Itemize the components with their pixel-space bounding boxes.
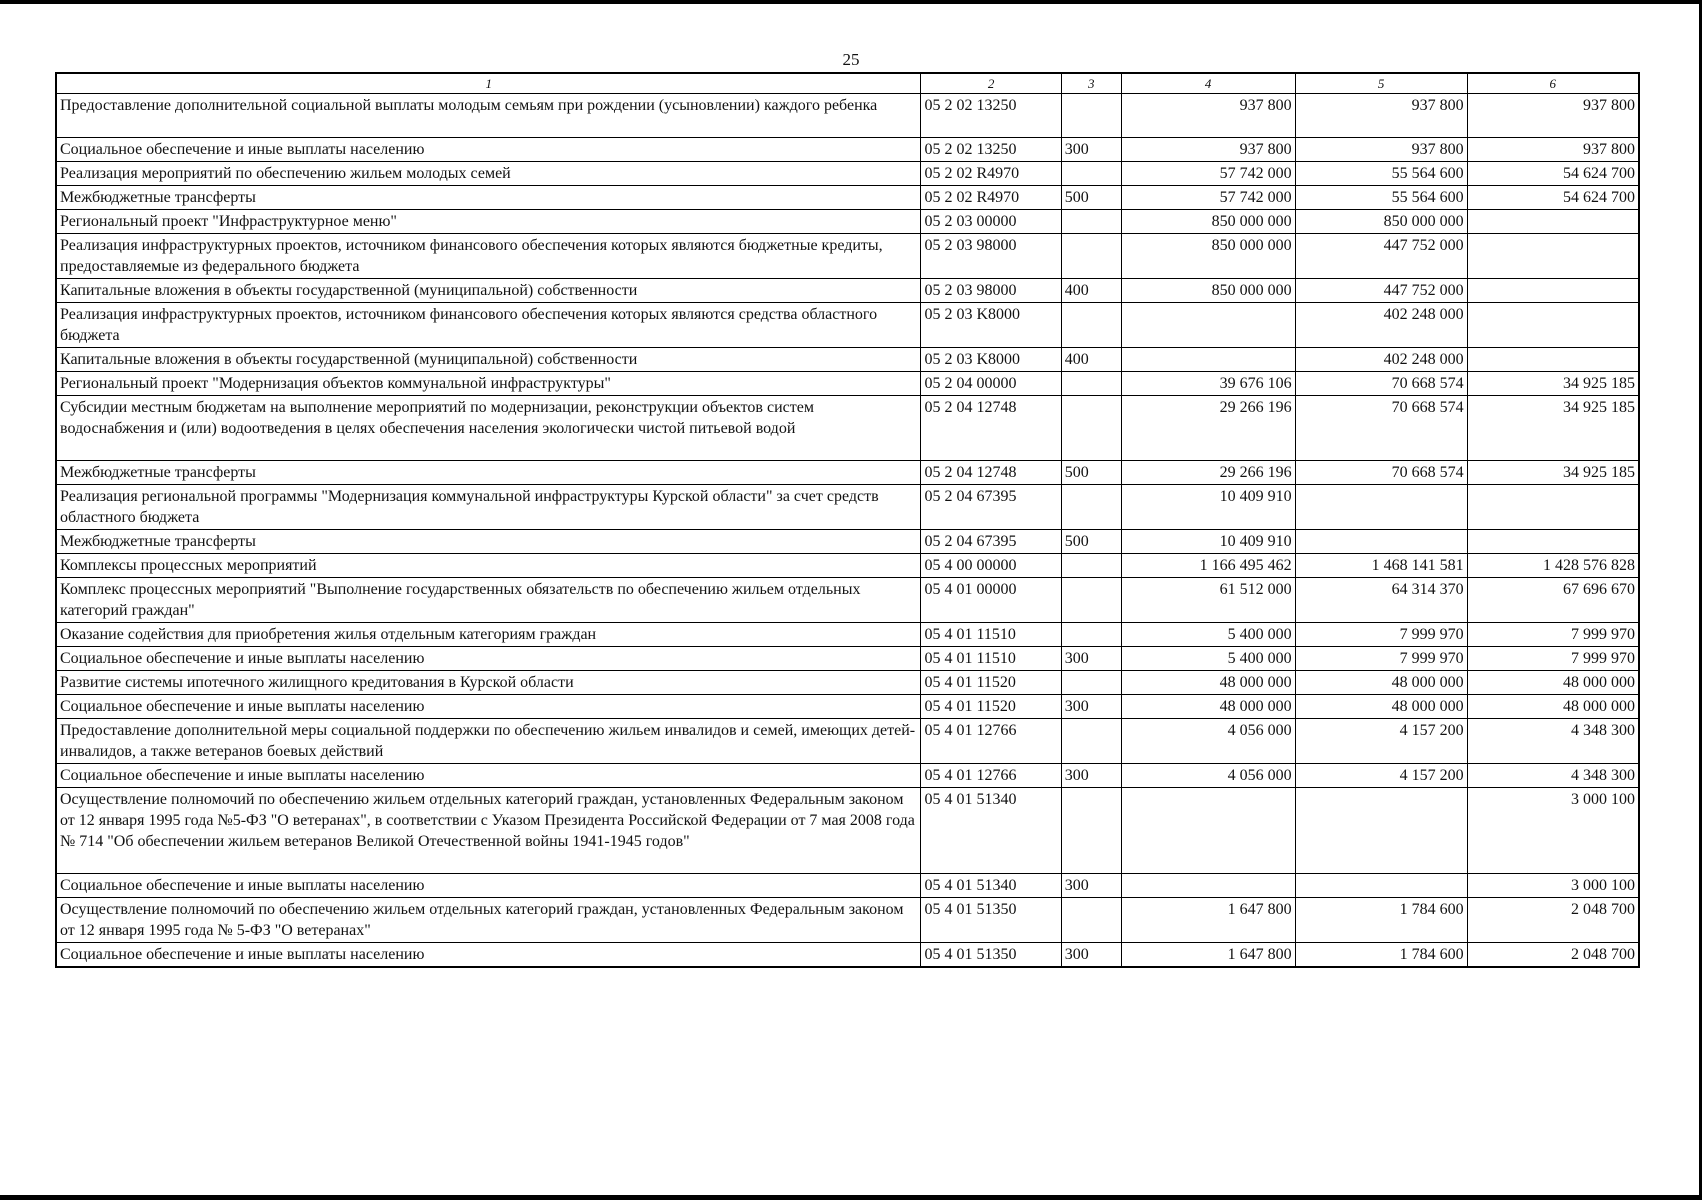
- row-expense-type: 300: [1061, 874, 1121, 898]
- row-expense-type: 500: [1061, 461, 1121, 485]
- row-value-col4: 937 800: [1121, 138, 1295, 162]
- row-expense-type: [1061, 210, 1121, 234]
- row-code: 05 2 02 R4970: [921, 162, 1061, 186]
- row-value-col5: 937 800: [1295, 138, 1467, 162]
- row-name: Реализация инфраструктурных проектов, источником финансового обеспечения которых являются бюджетные кредиты, предоставляемые из федерального бюджета: [56, 234, 921, 279]
- column-header-4: 4: [1121, 73, 1295, 94]
- row-value-col6: 2 048 700: [1467, 898, 1639, 943]
- row-value-col5: 55 564 600: [1295, 186, 1467, 210]
- row-value-col6: 3 000 100: [1467, 788, 1639, 874]
- column-header-1: 1: [56, 73, 921, 94]
- row-name: Реализация инфраструктурных проектов, источником финансового обеспечения которых являются средства областного бюджета: [56, 303, 921, 348]
- row-expense-type: 400: [1061, 348, 1121, 372]
- row-value-col6: 7 999 970: [1467, 623, 1639, 647]
- row-value-col4: 10 409 910: [1121, 530, 1295, 554]
- row-expense-type: 300: [1061, 943, 1121, 968]
- row-value-col4: 850 000 000: [1121, 210, 1295, 234]
- row-value-col5: 70 668 574: [1295, 372, 1467, 396]
- row-code: 05 4 01 12766: [921, 719, 1061, 764]
- row-value-col5: 55 564 600: [1295, 162, 1467, 186]
- row-value-col4: 48 000 000: [1121, 671, 1295, 695]
- row-name: Межбюджетные трансферты: [56, 186, 921, 210]
- table-row: [56, 764, 1639, 788]
- row-name: Оказание содействия для приобретения жилья отдельным категориям граждан: [56, 623, 921, 647]
- table-row: [56, 943, 1639, 968]
- row-value-col6: [1467, 279, 1639, 303]
- row-value-col5: 7 999 970: [1295, 647, 1467, 671]
- row-value-col5: 402 248 000: [1295, 303, 1467, 348]
- row-value-col5: 4 157 200: [1295, 764, 1467, 788]
- row-expense-type: [1061, 623, 1121, 647]
- row-name: Социальное обеспечение и иные выплаты населению: [56, 764, 921, 788]
- row-value-col5: 4 157 200: [1295, 719, 1467, 764]
- row-name: Реализация региональной программы "Модернизация коммунальной инфраструктуры Курской области" за счет средств областного бюджета: [56, 485, 921, 530]
- row-expense-type: [1061, 671, 1121, 695]
- row-expense-type: 500: [1061, 186, 1121, 210]
- row-name: Субсидии местным бюджетам на выполнение мероприятий по модернизации, реконструкции объектов систем водоснабжения и (или) водоотведения в целях обеспечения населения экологически чистой питьевой водой: [56, 396, 921, 461]
- row-code: 05 2 03 98000: [921, 234, 1061, 279]
- header-row: [56, 73, 1639, 94]
- row-value-col5: 64 314 370: [1295, 578, 1467, 623]
- row-expense-type: [1061, 303, 1121, 348]
- row-code: 05 2 03 K8000: [921, 348, 1061, 372]
- table-row: [56, 898, 1639, 943]
- row-code: 05 2 04 12748: [921, 461, 1061, 485]
- row-value-col4: 61 512 000: [1121, 578, 1295, 623]
- row-value-col5: 447 752 000: [1295, 279, 1467, 303]
- row-value-col4: 29 266 196: [1121, 396, 1295, 461]
- row-value-col4: 4 056 000: [1121, 764, 1295, 788]
- row-value-col5: 7 999 970: [1295, 623, 1467, 647]
- row-value-col6: 34 925 185: [1467, 396, 1639, 461]
- row-code: 05 4 01 11510: [921, 647, 1061, 671]
- row-expense-type: [1061, 578, 1121, 623]
- table-row: [56, 623, 1639, 647]
- table-body: [56, 94, 1639, 968]
- row-value-col4: 937 800: [1121, 94, 1295, 138]
- row-value-col6: 54 624 700: [1467, 186, 1639, 210]
- row-code: 05 2 03 98000: [921, 279, 1061, 303]
- column-header-6: 6: [1467, 73, 1639, 94]
- row-value-col5: 70 668 574: [1295, 461, 1467, 485]
- row-expense-type: 300: [1061, 764, 1121, 788]
- row-name: Капитальные вложения в объекты государственной (муниципальной) собственности: [56, 279, 921, 303]
- row-value-col6: 34 925 185: [1467, 461, 1639, 485]
- row-name: Межбюджетные трансферты: [56, 461, 921, 485]
- page-number: 25: [842, 50, 860, 69]
- scan-edge-top: [0, 0, 1702, 4]
- row-value-col6: 2 048 700: [1467, 943, 1639, 968]
- row-value-col6: 3 000 100: [1467, 874, 1639, 898]
- row-value-col6: [1467, 234, 1639, 279]
- row-expense-type: [1061, 234, 1121, 279]
- row-value-col5: 48 000 000: [1295, 695, 1467, 719]
- row-name: Межбюджетные трансферты: [56, 530, 921, 554]
- row-name: Осуществление полномочий по обеспечению жильем отдельных категорий граждан, установленных Федеральным законом от 12 января 1995 года №5-ФЗ "О ветеранах", в соответствии с Указом Президента Российской Федерации от 7 мая 2008 года № 714 "Об обеспечении жильем ветеранов Великой Отечественной войны 1941-1945 годов": [56, 788, 921, 874]
- row-value-col4: [1121, 874, 1295, 898]
- row-expense-type: [1061, 554, 1121, 578]
- row-code: 05 2 03 00000: [921, 210, 1061, 234]
- row-name: Региональный проект "Модернизация объектов коммунальной инфраструктуры": [56, 372, 921, 396]
- row-name: Капитальные вложения в объекты государственной (муниципальной) собственности: [56, 348, 921, 372]
- row-name: Региональный проект "Инфраструктурное меню": [56, 210, 921, 234]
- table-row: [56, 554, 1639, 578]
- row-value-col5: 48 000 000: [1295, 671, 1467, 695]
- row-name: Развитие системы ипотечного жилищного кредитования в Курской области: [56, 671, 921, 695]
- row-expense-type: 300: [1061, 647, 1121, 671]
- row-code: 05 2 04 00000: [921, 372, 1061, 396]
- table-row: [56, 874, 1639, 898]
- row-expense-type: [1061, 898, 1121, 943]
- table-row: [56, 671, 1639, 695]
- row-name: Социальное обеспечение и иные выплаты населению: [56, 874, 921, 898]
- row-value-col5: 70 668 574: [1295, 396, 1467, 461]
- row-expense-type: [1061, 94, 1121, 138]
- budget-table: [55, 72, 1640, 968]
- row-expense-type: [1061, 162, 1121, 186]
- table-row: [56, 210, 1639, 234]
- row-value-col4: 39 676 106: [1121, 372, 1295, 396]
- row-code: 05 2 03 K8000: [921, 303, 1061, 348]
- row-value-col5: 850 000 000: [1295, 210, 1467, 234]
- row-value-col5: 402 248 000: [1295, 348, 1467, 372]
- row-code: 05 2 04 67395: [921, 530, 1061, 554]
- row-value-col6: [1467, 485, 1639, 530]
- row-expense-type: [1061, 788, 1121, 874]
- row-value-col6: 4 348 300: [1467, 764, 1639, 788]
- table-row: [56, 348, 1639, 372]
- row-name: Предоставление дополнительной меры социальной поддержки по обеспечению жильем инвалидов и семей, имеющих детей-инвалидов, а также ветеранов боевых действий: [56, 719, 921, 764]
- row-value-col5: [1295, 530, 1467, 554]
- row-value-col6: 48 000 000: [1467, 671, 1639, 695]
- row-expense-type: 400: [1061, 279, 1121, 303]
- row-value-col5: 937 800: [1295, 94, 1467, 138]
- row-name: Комплексы процессных мероприятий: [56, 554, 921, 578]
- row-value-col4: 4 056 000: [1121, 719, 1295, 764]
- row-value-col5: 1 784 600: [1295, 943, 1467, 968]
- row-expense-type: [1061, 396, 1121, 461]
- table-row: [56, 234, 1639, 279]
- row-name: Социальное обеспечение и иные выплаты населению: [56, 943, 921, 968]
- row-code: 05 4 00 00000: [921, 554, 1061, 578]
- row-value-col4: [1121, 788, 1295, 874]
- table-row: [56, 578, 1639, 623]
- row-expense-type: [1061, 485, 1121, 530]
- table-row: [56, 372, 1639, 396]
- row-value-col6: 1 428 576 828: [1467, 554, 1639, 578]
- column-header-3: 3: [1061, 73, 1121, 94]
- row-name: Комплекс процессных мероприятий "Выполнение государственных обязательств по обеспечению жильем отдельных категорий граждан": [56, 578, 921, 623]
- row-value-col4: 1 647 800: [1121, 943, 1295, 968]
- row-expense-type: [1061, 372, 1121, 396]
- scan-edge-bottom: [0, 1195, 1702, 1200]
- row-code: 05 2 04 67395: [921, 485, 1061, 530]
- table-row: [56, 461, 1639, 485]
- table-row: [56, 162, 1639, 186]
- row-code: 05 4 01 11510: [921, 623, 1061, 647]
- row-expense-type: 300: [1061, 695, 1121, 719]
- row-code: 05 4 01 51340: [921, 874, 1061, 898]
- row-code: 05 2 02 13250: [921, 94, 1061, 138]
- row-value-col4: [1121, 303, 1295, 348]
- row-name: Социальное обеспечение и иные выплаты населению: [56, 138, 921, 162]
- table-row: [56, 279, 1639, 303]
- row-code: 05 4 01 11520: [921, 671, 1061, 695]
- row-name: Реализация мероприятий по обеспечению жильем молодых семей: [56, 162, 921, 186]
- row-value-col6: 937 800: [1467, 94, 1639, 138]
- row-value-col5: [1295, 788, 1467, 874]
- column-header-2: 2: [921, 73, 1061, 94]
- row-value-col6: 67 696 670: [1467, 578, 1639, 623]
- row-value-col6: 937 800: [1467, 138, 1639, 162]
- table-row: [56, 485, 1639, 530]
- row-value-col4: 850 000 000: [1121, 234, 1295, 279]
- row-code: 05 4 01 51340: [921, 788, 1061, 874]
- row-value-col6: 54 624 700: [1467, 162, 1639, 186]
- row-code: 05 4 01 00000: [921, 578, 1061, 623]
- row-value-col4: 5 400 000: [1121, 623, 1295, 647]
- row-value-col6: [1467, 348, 1639, 372]
- table-row: [56, 530, 1639, 554]
- row-name: Предоставление дополнительной социальной выплаты молодым семьям при рождении (усыновлении) каждого ребенка: [56, 94, 921, 138]
- table-row: [56, 647, 1639, 671]
- row-code: 05 4 01 12766: [921, 764, 1061, 788]
- row-code: 05 2 04 12748: [921, 396, 1061, 461]
- table-row: [56, 94, 1639, 138]
- table-row: [56, 788, 1639, 874]
- row-value-col4: 5 400 000: [1121, 647, 1295, 671]
- table-row: [56, 396, 1639, 461]
- table-row: [56, 719, 1639, 764]
- row-name: Социальное обеспечение и иные выплаты населению: [56, 695, 921, 719]
- row-value-col4: 10 409 910: [1121, 485, 1295, 530]
- row-code: 05 4 01 11520: [921, 695, 1061, 719]
- row-value-col5: 1 784 600: [1295, 898, 1467, 943]
- row-expense-type: [1061, 719, 1121, 764]
- row-name: Социальное обеспечение и иные выплаты населению: [56, 647, 921, 671]
- table-row: [56, 186, 1639, 210]
- row-value-col5: 1 468 141 581: [1295, 554, 1467, 578]
- row-value-col4: 48 000 000: [1121, 695, 1295, 719]
- table-row: [56, 138, 1639, 162]
- row-value-col4: 1 647 800: [1121, 898, 1295, 943]
- row-code: 05 4 01 51350: [921, 943, 1061, 968]
- row-value-col6: [1467, 303, 1639, 348]
- column-header-5: 5: [1295, 73, 1467, 94]
- row-value-col6: [1467, 210, 1639, 234]
- row-value-col4: [1121, 348, 1295, 372]
- row-value-col6: 7 999 970: [1467, 647, 1639, 671]
- row-value-col6: 34 925 185: [1467, 372, 1639, 396]
- row-expense-type: 300: [1061, 138, 1121, 162]
- row-value-col4: 29 266 196: [1121, 461, 1295, 485]
- row-value-col4: 57 742 000: [1121, 162, 1295, 186]
- row-code: 05 2 02 R4970: [921, 186, 1061, 210]
- row-value-col4: 850 000 000: [1121, 279, 1295, 303]
- row-value-col6: 48 000 000: [1467, 695, 1639, 719]
- row-value-col6: [1467, 530, 1639, 554]
- row-code: 05 4 01 51350: [921, 898, 1061, 943]
- row-name: Осуществление полномочий по обеспечению жильем отдельных категорий граждан, установленных Федеральным законом от 12 января 1995 года № 5-ФЗ "О ветеранах": [56, 898, 921, 943]
- row-code: 05 2 02 13250: [921, 138, 1061, 162]
- row-value-col4: 1 166 495 462: [1121, 554, 1295, 578]
- row-value-col4: 57 742 000: [1121, 186, 1295, 210]
- row-value-col5: [1295, 874, 1467, 898]
- table-row: [56, 695, 1639, 719]
- row-value-col6: 4 348 300: [1467, 719, 1639, 764]
- row-expense-type: 500: [1061, 530, 1121, 554]
- row-value-col5: 447 752 000: [1295, 234, 1467, 279]
- row-value-col5: [1295, 485, 1467, 530]
- table-row: [56, 303, 1639, 348]
